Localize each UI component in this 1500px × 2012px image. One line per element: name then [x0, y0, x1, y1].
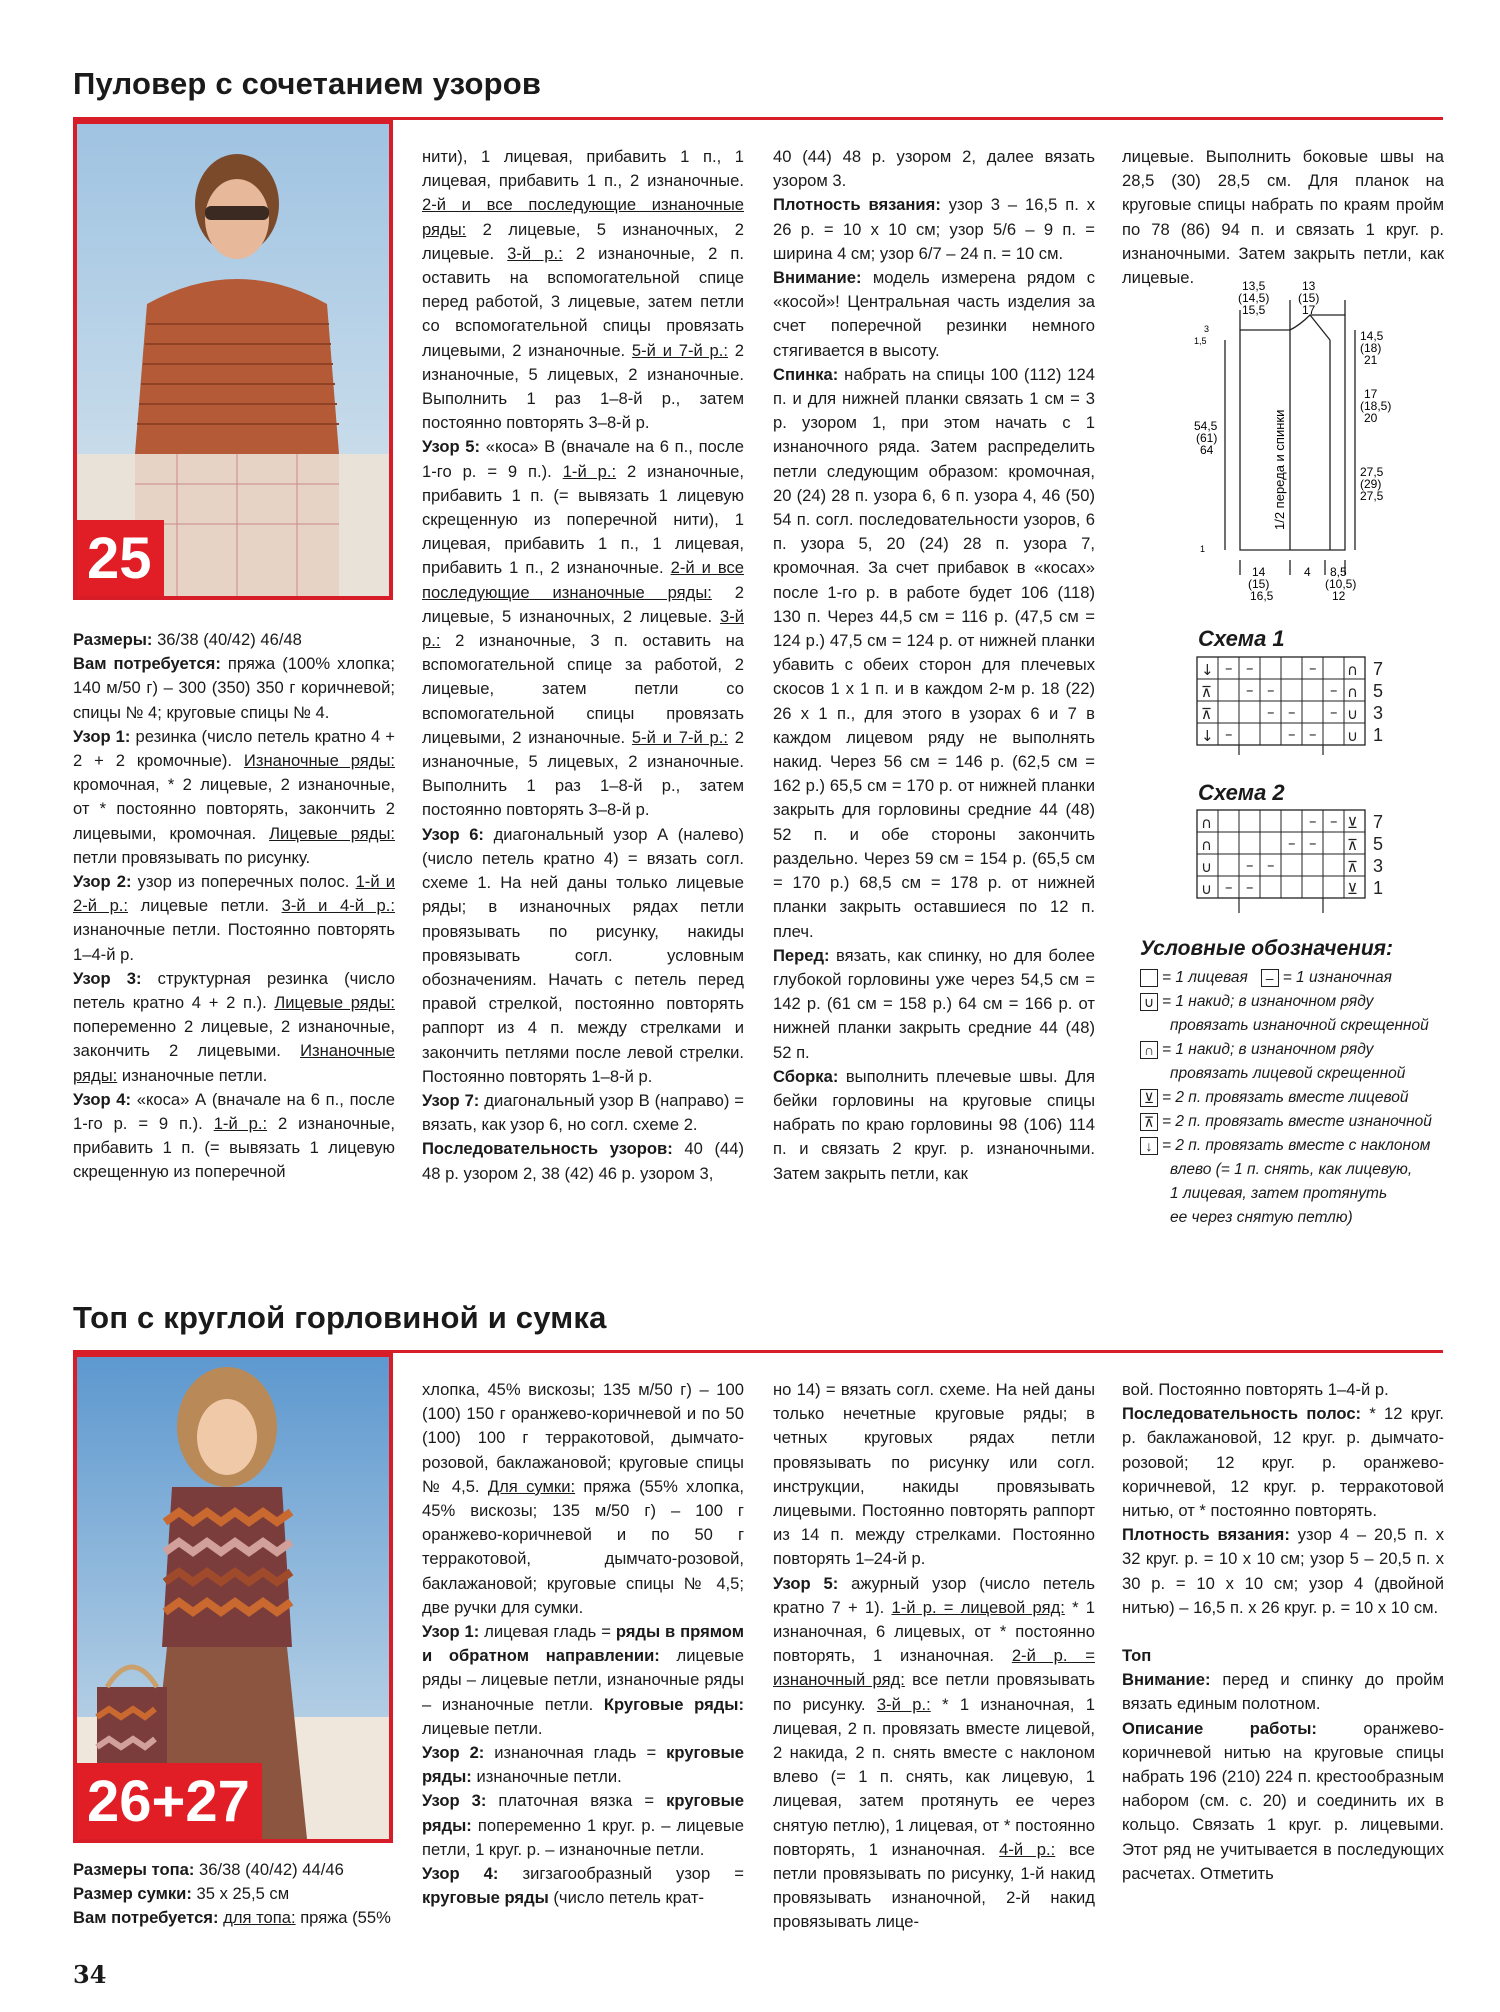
article1-col4-p: лицевые. Выполнить боковые швы на 28,5 (30) 28,5 см. Для планок на круговые спицы набрать по краям пройм по 78 (86) 94 п. и связать 1 круг. р. изнаночными. Затем закрыть петли, как лицевые. — [1122, 147, 1444, 288]
svg-text:–: – — [1288, 725, 1296, 743]
dim-r3a: 27,5 — [1360, 465, 1384, 479]
article2-col1-p: Размеры топа: 36/38 (40/42) 44/46 — [73, 1860, 344, 1879]
dim-bot2: (15) — [1248, 577, 1270, 591]
dim-bot7: 12 — [1332, 589, 1346, 603]
article1-photo — [73, 120, 393, 600]
article2-number-badge: 26+27 — [77, 1763, 262, 1839]
article1-col1-p: Вам потребуется: пряжа (100% хлопка; 140 м/50 г) – 300 (350) 350 г коричневой; спицы № 4; круговые спицы № 4. — [73, 654, 395, 722]
dim-r2a: 17 — [1364, 387, 1378, 401]
dim-bot1: 14 — [1252, 565, 1266, 579]
article2-col2-p: Узор 1: лицевая гладь = ряды в прямом и обратном направлении: лицевые ряды – лицевые петли, изнаночные ряды – изнаночные петли. Круговые ряды: лицевые петли. — [422, 1622, 745, 1738]
scheme2-chart — [1195, 808, 1415, 918]
article2-col4-p: вой. Постоянно повторять 1–4-й р. — [1122, 1380, 1389, 1399]
article2-col4-p: Внимание: перед и спинку до пройм вязать единым полотном. — [1122, 1670, 1444, 1714]
svg-text:–: – — [1288, 703, 1296, 721]
svg-text:∩: ∩ — [1201, 814, 1212, 832]
scheme1-title: Схема 1 — [1198, 626, 1285, 651]
article1-col4 — [1122, 145, 1444, 290]
legend-p2tog: = 2 п. провязать вместе изнаночной — [1162, 1113, 1432, 1130]
svg-text:∩: ∩ — [1201, 836, 1212, 854]
svg-text:↓: ↓ — [1201, 661, 1214, 679]
dim-bot4: 4 — [1304, 565, 1311, 579]
article2-col1-p: Размер сумки: 35 х 25,5 см — [73, 1884, 290, 1904]
article2-col4 — [1122, 1378, 1444, 1886]
article2-col4-p — [1122, 1620, 1444, 1644]
article1-col1 — [73, 628, 395, 1185]
article2-col3-p: но 14) = вязать согл. схеме. На ней даны только нечетные круговые ряды; в четных круговых рядах петли провязывать по рисунку или согл. инструкции, накиды провязывать лицевыми. Постоянно повторять раппорт из 14 п. между стрелками. Постоянно повторять 1–24-й р. — [773, 1380, 1095, 1569]
svg-text:⊼: ⊼ — [1201, 705, 1212, 723]
dim-r2b: (18,5) — [1360, 399, 1392, 413]
article1-col2-p: Последовательность узоров: 40 (44) 48 р. узором 2, 38 (42) 46 р. узором 3, — [422, 1139, 744, 1183]
dim-left3: 64 — [1200, 443, 1214, 457]
svg-text:–: – — [1225, 659, 1233, 677]
svg-text:∪: ∪ — [1347, 727, 1358, 745]
svg-text:∩: ∩ — [1347, 683, 1358, 701]
article2-col4-p: Последовательность полос: * 12 круг. р. баклажановой, 12 круг. р. дымчато-розовой; 12 круг. р. оранжево-коричневой, 12 круг. р. терракотовой нитью, от * постоянно повторять. — [1122, 1404, 1444, 1521]
article2-col3 — [773, 1378, 1095, 1935]
article1-col3-p: Внимание: модель измерена рядом с «косой»! Центральная часть изделия за счет поперечной резинки немного стягивается в высоту. — [773, 268, 1095, 360]
legend-knit: = 1 лицевая — [1162, 969, 1248, 986]
ssk-icon: ↓ — [1140, 1137, 1158, 1155]
svg-text:⊻: ⊻ — [1347, 814, 1358, 832]
svg-text:⊻: ⊻ — [1347, 880, 1358, 898]
article1-col2 — [422, 145, 744, 1186]
scheme1-row7: 7 — [1373, 659, 1384, 679]
dim-bot3: 16,5 — [1250, 589, 1274, 603]
dim-top3: 15,5 — [1242, 303, 1266, 317]
svg-text:⊼: ⊼ — [1347, 858, 1358, 876]
article1-col1-p: Узор 2: узор из поперечных полос. 1-й и 2-й р.: лицевые петли. 3-й и 4-й р.: изнаночные петли. Постоянно повторять 1–4-й р. — [73, 872, 396, 964]
svg-text:–: – — [1309, 725, 1317, 743]
dim-r1b: (18) — [1360, 341, 1382, 355]
legend-yo-purl-1: = 1 накид; в изнаночном ряду — [1162, 993, 1374, 1010]
svg-text:–: – — [1267, 703, 1275, 721]
scheme1-row5: 5 — [1373, 681, 1384, 701]
scheme2-row3: 3 — [1373, 856, 1384, 876]
dim-top6: 17 — [1302, 303, 1316, 317]
dim-top2: (14,5) — [1238, 291, 1270, 305]
svg-text:⊼: ⊼ — [1201, 683, 1212, 701]
dim-r3b: (29) — [1360, 477, 1382, 491]
svg-text:–: – — [1309, 659, 1317, 677]
dim-r1a: 14,5 — [1360, 329, 1384, 343]
svg-text:–: – — [1330, 681, 1338, 699]
article2-col2-p: Узор 2: изнаночная гладь = круговые ряды: изнаночные петли. — [422, 1743, 744, 1787]
svg-text:∪: ∪ — [1201, 880, 1212, 898]
k2tog-icon: ⊻ — [1140, 1089, 1158, 1107]
article1-number-badge: 25 — [77, 520, 164, 596]
purl-symbol-icon: – — [1261, 969, 1279, 987]
knit-symbol-icon — [1140, 969, 1158, 987]
scheme1-row3: 3 — [1373, 703, 1384, 723]
dim-small15: 1,5 — [1194, 336, 1207, 346]
legend-yo-knit-2: провязать лицевой скрещенной — [1170, 1065, 1406, 1082]
article2-col4-p: Плотность вязания: узор 4 – 20,5 п. х 32 круг. р. = 10 х 10 см; узор 5 – 20,5 п. х 30 р. = 10 х 10 см; узор 4 (двойной нитью) – 16,5 п. х 26 круг. р. = 10 х 10 см. — [1122, 1525, 1445, 1617]
svg-text:–: – — [1267, 681, 1275, 699]
legend-title: Условные обозначения: — [1140, 937, 1394, 960]
svg-text:–: – — [1267, 856, 1275, 874]
svg-text:–: – — [1309, 834, 1317, 852]
article1-col3-p: Сборка: выполнить плечевые швы. Для бейки горловины на круговые спицы набрать по краю горловины 98 (106) 114 п. и связать 2 круг. р. изнаночными. Затем закрыть петли, как — [773, 1066, 1095, 1183]
article1-col2-p: Узор 7: диагональный узор В (направо) = вязать, как узор 6, но согл. схеме 2. — [422, 1090, 744, 1135]
scheme2-row1: 1 — [1373, 878, 1384, 898]
dim-small1: 1 — [1200, 544, 1206, 554]
svg-text:–: – — [1309, 812, 1317, 830]
dim-top4: 13 — [1302, 279, 1316, 293]
legend-ssk-1: = 2 п. провязать вместе с наклоном — [1162, 1137, 1431, 1154]
legend-ssk-2: влево (= 1 п. снять, как лицевую, — [1170, 1161, 1413, 1178]
legend — [1140, 966, 1450, 1230]
article2-col2-p: Узор 3: платочная вязка = круговые ряды: попеременно 1 круг. р. – лицевые петли, 1 круг. р. – изнаночные петли. — [422, 1791, 744, 1859]
article1-title: Пуловер с сочетанием узоров — [73, 66, 542, 101]
article2-col2-p: Узор 4: зигзагообразный узор = круговые ряды (число петель крат- — [422, 1864, 744, 1908]
p2tog-icon: ⊼ — [1140, 1113, 1158, 1131]
article2-col3-p: Узор 5: ажурный узор (число петель кратно 7 + 1). 1-й р. = лицевой ряд: * 1 изнаночная, 6 лицевых, от * постоянно повторять, 1 изнаночная. 2-й р. = изнаночный ряд: все петли провязывать по рисунку. 3-й р.: * 1 изнаночная, 1 лицевая, 2 п. провязать вместе лицевой, 2 накида, 2 п. снять вместе с наклоном влево (= 1 п. снять, как лицевую, 1 лицевая, затем протянуть ее через снятую петлю), 1 лицевая, от * постоянно повторять, 1 изнаночная. 4-й р.: все петли провязывать по рисунку, 1-й накид провязывать изнаночной, 2-й накид провязывать лице- — [773, 1573, 1096, 1932]
dim-left1: 54,5 — [1194, 419, 1218, 433]
dim-top5: (15) — [1298, 291, 1320, 305]
legend-ssk-4: ее через снятую петлю) — [1170, 1209, 1353, 1226]
legend-yo-purl-2: провязать изнаночной скрещенной — [1170, 1017, 1429, 1034]
scheme1-row1: 1 — [1373, 725, 1384, 745]
article1-col2-p: нити), 1 лицевая, прибавить 1 п., 1 лицевая, прибавить 1 п., 2 изнаночные. 2-й и все последующие изнаночные ряды: 2 лицевые, 5 изнаночных, 2 лицевые. 3-й р.: 2 изнаночные, 2 п. оставить на вспомогательной спице перед работой, 3 лицевые, затем петли со вспомогательной спицы провязать лицевыми, 2 изнаночные. 5-й и 7-й р.: 2 изнаночные, 5 лицевых, 2 изнаночные. Выполнить 1 раз 1–8-й р., затем постоянно повторять 3–8-й р. — [422, 147, 744, 433]
yarn-over-knit-icon: ∩ — [1140, 1041, 1158, 1059]
article2-col4-p: Топ — [1122, 1646, 1152, 1666]
page-number: 34 — [73, 1960, 107, 1989]
article1-col3-p: Спинка: набрать на спицы 100 (112) 124 п. и для нижней планки связать 1 см = 3 р. узором 1, при этом начать с 1 изнаночного ряда. Затем распределить петли следующим образом: кромочная, 20 (24) 28 п. узора 6, 6 п. узора 4, 46 (50) 54 п. согл. последовательности узоров, 6 п. узора 5, 20 (24) 28 п. узора 7, кромочная. За счет прибавок в «косах» после 1-го р. в работе будет 106 (118) 130 п. Через 44,5 см = 116 р. (47,5 см = 124 р.) 47,5 см = 124 р. от нижней планки убавить с обеих сторон для плечевых скосов 1 х 1 п. и в каждом 2-м р. 18 (22) 26 х 1 п., для этого в узорах 6 и 7 в каждом лицевом ряду не выполнять накид. Через 56 см = 146 р. (62,5 см = 162 р.) 65,5 см = 170 р. от нижней планки закрыть для горловины средние 44 (48) 52 п. и обе стороны закончить раздельно. Через 59 см = 154 р. (65,5 см = 170 р.) 68,5 см = 178 р. от нижней планки закрыть оставшиеся по 12 п. плеч. — [773, 364, 1095, 941]
article1-col1-p: Размеры: 36/38 (40/42) 46/48 — [73, 630, 302, 649]
svg-text:↓: ↓ — [1201, 727, 1214, 745]
scheme2-row5: 5 — [1373, 834, 1384, 854]
article1-col1-p: Узор 4: «коса» А (вначале на 6 п., после 1-го р. = 9 п.). 1-й р.: 2 изнаночные, прибавить 1 п. (= вывязать 1 лицевую скрещенную из поперечной — [73, 1089, 395, 1182]
article1-col3-p: Перед: вязать, как спинку, но для более глубокой горловины уже через 54,5 см = 142 р. (61 см = 158 р.) 64 см = 166 р. от нижней планки закрыть средние 44 (48) 52 п. — [773, 945, 1095, 1062]
svg-text:–: – — [1246, 878, 1254, 896]
article2-title: Топ с круглой горловиной и сумка — [73, 1300, 607, 1335]
svg-text:∪: ∪ — [1201, 858, 1212, 876]
article1-col1-p: Узор 3: структурная резинка (число петель кратно 4 + 2 п.). Лицевые ряды: попеременно 2 лицевые, 2 изнаночные, закончить 2 лицевыми. Изнаночные ряды: изнаночные петли. — [73, 968, 395, 1085]
diagram-vertical-label: 1/2 переда и спинки — [1272, 409, 1287, 530]
article1-col3 — [773, 145, 1095, 1186]
dim-r3c: 27,5 — [1360, 489, 1384, 503]
dim-bot6: (10,5) — [1325, 577, 1357, 591]
dim-top1: 13,5 — [1242, 279, 1266, 293]
svg-text:–: – — [1330, 703, 1338, 721]
article2-photo — [73, 1353, 393, 1843]
article1-col3-p: 40 (44) 48 р. узором 2, далее вязать узором 3. — [773, 147, 1095, 191]
legend-ssk-3: 1 лицевая, затем протянуть — [1170, 1185, 1388, 1202]
article1-col2-p: Узор 6: диагональный узор А (налево) (число петель кратно 4) = вязать согл. схеме 1. На ней даны только лицевые ряды; в изнаночных рядах петли провязывать по рисунку, накиды провязывать согл. условным обозначениям. Начать с петель перед правой стрелкой, постоянно повторять раппорт из 4 п. между стрелками и закончить петлями после левой стрелки. Постоянно повторять 1–8-й р. — [422, 824, 745, 1086]
article2-col1-p: Вам потребуется: для топа: пряжа (55% — [73, 1908, 391, 1928]
dim-left2: (61) — [1196, 431, 1218, 445]
scheme2-row7: 7 — [1373, 812, 1384, 832]
article2-col2-p: хлопка, 45% вискозы; 135 м/50 г) – 100 (100) 150 г оранжево-коричневой и по 50 (100) 100 г терракотовой, дымчато-розовой, баклажановой; круговые спицы № 4,5. Для сумки: пряжа (55% хлопка, 45% вискозы; 135 м/50 г) – 100 г оранжево-коричневой и по 50 г терракотовой, дымчато-розовой, баклажановой; круговые спицы № 4,5; две ручки для сумки. — [422, 1380, 744, 1617]
scheme1-chart — [1195, 655, 1415, 755]
legend-purl: = 1 изнаночная — [1282, 969, 1392, 986]
article2-col4-p: Описание работы: оранжево-коричневой нитью на круговые спицы набрать 196 (210) 224 п. крестообразным набором (см. с. 20) и соединить их в кольцо. Связать 1 круг. р. лицевыми. Этот ряд не учитывается в последующих расчетах. Отметить — [1122, 1718, 1444, 1883]
dim-bot5: 8,5 — [1330, 565, 1347, 579]
dim-r1c: 21 — [1364, 353, 1378, 367]
legend-k2tog: = 2 п. провязать вместе лицевой — [1162, 1089, 1409, 1106]
svg-text:∩: ∩ — [1347, 661, 1358, 679]
article2-col1 — [73, 1858, 395, 1931]
svg-text:–: – — [1330, 812, 1338, 830]
svg-text:–: – — [1288, 834, 1296, 852]
svg-text:–: – — [1246, 681, 1254, 699]
dim-r2c: 20 — [1364, 411, 1378, 425]
yarn-over-purl-icon: ∪ — [1140, 993, 1158, 1011]
scheme2-title: Схема 2 — [1198, 780, 1285, 805]
article1-col3-p: Плотность вязания: узор 3 – 16,5 п. х 26 р. = 10 х 10 см; узор 5/6 – 9 п. = ширина 4 см; узор 6/7 – 24 п. = 10 см. — [773, 195, 1096, 263]
svg-text:–: – — [1246, 856, 1254, 874]
svg-text:–: – — [1225, 725, 1233, 743]
svg-text:–: – — [1225, 878, 1233, 896]
dim-small3: 3 — [1204, 324, 1210, 334]
pattern-diagram — [1180, 270, 1450, 610]
svg-text:⊼: ⊼ — [1347, 836, 1358, 854]
svg-text:∪: ∪ — [1347, 705, 1358, 723]
article1-col2-p: Узор 5: «коса» В (вначале на 6 п., после 1-го р. = 9 п.). 1-й р.: 2 изнаночные, прибавить 1 п. (= вывязать 1 лицевую скрещенную из поперечной нити), 1 лицевая, прибавить 1 п., 1 лицевая, прибавить 1 п., 2 изнаночные. 2-й и все последующие изнаночные ряды: 2 лицевые, 5 изнаночных, 2 лицевые. 3-й р.: 2 изнаночные, 3 п. оставить на вспомогательной спице за работой, 2 лицевые, затем петли со вспомогательной спицы провязать лицевыми, 2 изнаночные. 5-й и 7-й р.: 2 изнаночные, 5 лицевых, 2 изнаночные. Выполнить 1 раз 1–8-й р., затем постоянно повторять 3–8-й р. — [422, 437, 744, 820]
svg-text:–: – — [1246, 659, 1254, 677]
article1-col1-p: Узор 1: резинка (число петель кратно 4 + 2 + 2 кромочные). Изнаночные ряды: кромочная, * 2 лицевые, 2 изнаночные, от * постоянно повторять, закончить 2 лицевыми, кромочная. Лицевые ряды: петли провязывать по рисунку. — [73, 726, 395, 867]
article2-col2 — [422, 1378, 744, 1910]
legend-yo-knit-1: = 1 накид; в изнаночном ряду — [1162, 1041, 1374, 1058]
